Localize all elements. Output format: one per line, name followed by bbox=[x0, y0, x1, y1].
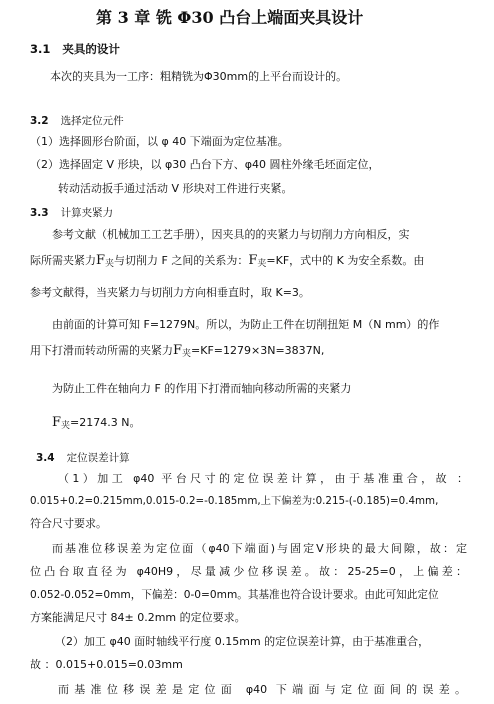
paragraph-line: 参考文献（机械加工工艺手册），因夹具的的夹紧力与切削力方向相反，实 bbox=[52, 228, 410, 241]
paragraph-line: 为防止工件在轴向力 F 的作用下打滑而轴向移动所需的夹紧力 bbox=[52, 382, 352, 395]
section-title: 计算夹紧力 bbox=[60, 207, 114, 219]
paragraph-line: 故 ：0.015+0.015=0.03mm bbox=[30, 658, 183, 671]
paragraph-line: 参考文献得，当夹紧力与切削力方向相垂直时，取 K=3。 bbox=[30, 286, 310, 299]
section-3-2-heading bbox=[30, 114, 124, 128]
paragraph-line: （1）加工 φ40 平台尺寸的定位误差计算，由于基准重合，故 ： bbox=[58, 472, 468, 485]
section-number: 3.3 bbox=[30, 207, 49, 219]
section-title: 定位误差计算 bbox=[66, 452, 130, 464]
text: 与切削力 F 之间的关系为： bbox=[114, 254, 249, 267]
text: 用下打滑而转动所需的夹紧力 bbox=[30, 344, 173, 357]
text: =KF=1279×3N=3837N, bbox=[191, 344, 325, 357]
section-3-3-heading bbox=[30, 206, 113, 220]
force-symbol: F bbox=[96, 253, 106, 268]
list-item: （1）选择圆形台阶面，以 φ 40 下端面为定位基准。 bbox=[30, 135, 289, 148]
text: =KF，式中的 K 为安全系数。由 bbox=[266, 254, 425, 267]
paragraph-line bbox=[30, 344, 324, 361]
paragraph-line: 而基准位移误差为定位面（φ40下端面)与固定V形块的最大间隙，故：定 bbox=[52, 542, 467, 555]
list-item: （2）选择固定 V 形块，以 φ30 凸台下方、φ40 圆柱外缘毛坯面定位， bbox=[30, 158, 380, 171]
paragraph-line: 符合尺寸要求。 bbox=[30, 517, 107, 530]
force-subscript: 夹 bbox=[257, 259, 267, 269]
section-number: 3.1 bbox=[30, 42, 51, 56]
force-symbol: F bbox=[248, 253, 258, 268]
paragraph-line: （2）加工 φ40 面时轴线平行度 0.15mm 的定位误差计算，由于基准重合， bbox=[55, 635, 430, 648]
section-title: 选择定位元件 bbox=[60, 115, 124, 127]
list-item: 转动活动扳手通过活动 V 形块对工件进行夹紧。 bbox=[58, 182, 293, 195]
force-subscript: 夹 bbox=[182, 349, 192, 359]
section-3-1-heading bbox=[30, 42, 120, 56]
paragraph-line bbox=[30, 254, 424, 271]
paragraph: 本次的夹具为一工序：粗精铣为Φ30mm的上平台而设计的。 bbox=[50, 70, 348, 83]
paragraph-line: 0.015+0.2=0.215mm,0.015-0.2=-0.185mm,上下偏差为:0.215-(-0.185)=0.4mm, bbox=[30, 495, 439, 507]
text: 际所需夹紧力 bbox=[30, 254, 96, 267]
force-subscript: 夹 bbox=[105, 259, 115, 269]
formula-line bbox=[52, 416, 140, 433]
chapter-title: 第 3 章 铣 Φ30 凸台上端面夹具设计 bbox=[96, 8, 364, 27]
paragraph-line: 由前面的计算可知 F=1279N。所以，为防止工件在切削扭矩 M（N mm）的作 bbox=[52, 318, 440, 331]
force-symbol: F bbox=[173, 343, 183, 358]
section-number: 3.2 bbox=[30, 115, 49, 127]
section-3-4-heading bbox=[36, 451, 130, 465]
section-title: 夹具的设计 bbox=[62, 42, 120, 56]
paragraph-line: 0.052-0.052=0mm，下偏差：0-0=0mm。其基准也符合设计要求。由此可知此定位 bbox=[30, 589, 439, 601]
paragraph-line: 而基准位移误差是定位面 φ40 下端面与定位面间的误差。 bbox=[58, 683, 466, 696]
text: =2174.3 N。 bbox=[70, 416, 141, 429]
force-symbol: F bbox=[52, 415, 62, 430]
section-number: 3.4 bbox=[36, 452, 55, 464]
paragraph-line: 方案能满足尺寸 84± 0.2mm 的定位要求。 bbox=[30, 611, 246, 624]
paragraph-line: 位凸台取直径为 φ40H9，尽量减少位移误差。故：25-25=0，上偏差： bbox=[30, 565, 467, 578]
force-subscript: 夹 bbox=[61, 421, 71, 431]
